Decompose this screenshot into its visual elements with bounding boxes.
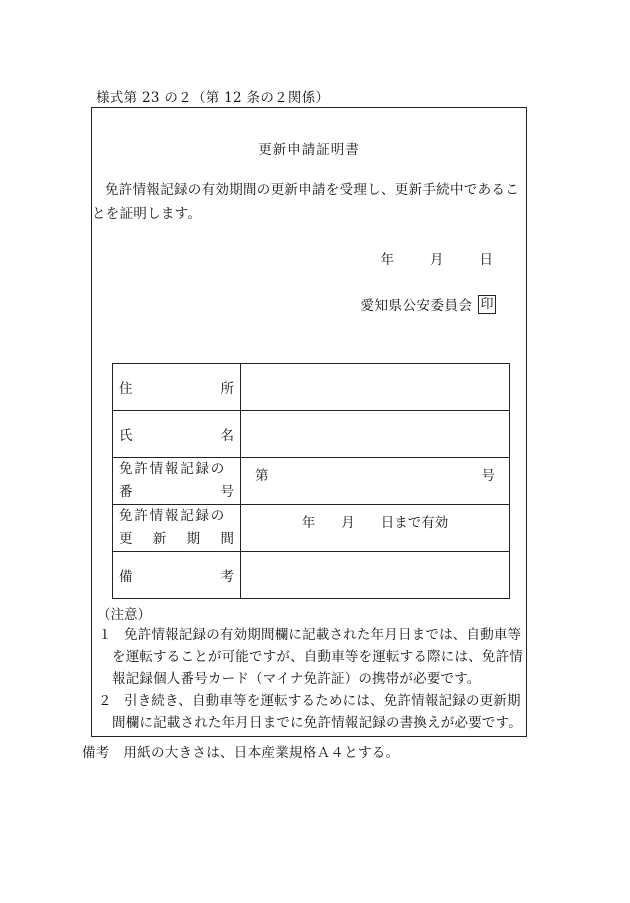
record-number-field[interactable] [241, 458, 510, 505]
remarks-label-left: 備 [119, 569, 133, 585]
note-text: 引き続き、自動車等を運転するためには、免許情報記録の更新期間欄に記載された年月日までに免許情報記録の書換えが必要です。 [112, 693, 522, 731]
paper-size-remarks: 備考 用紙の大きさは、日本産業規格Ａ４とする。 [82, 745, 400, 761]
period-label-char: 更 [119, 531, 133, 547]
name-label [113, 411, 241, 458]
name-label-right: 名 [220, 428, 234, 444]
number-suffix: 号 [481, 468, 495, 484]
record-number-label [113, 458, 241, 505]
address-label-left: 住 [119, 381, 133, 397]
notes-heading: （注意） [97, 607, 151, 623]
table-row-name [113, 411, 510, 458]
address-value-field[interactable] [241, 364, 510, 411]
note-number: ２ [98, 693, 112, 709]
renewal-period-label [113, 505, 241, 552]
note-number: １ [98, 627, 112, 643]
certification-statement: 免許情報記録の有効期間の更新申請を受理し、更新手続中であることを証明します。 [92, 182, 519, 222]
date-day-label: 日 [479, 252, 493, 268]
issuer-name: 愛知県公安委員会 [360, 298, 473, 314]
applicant-info-table [112, 363, 510, 599]
table-row-address [113, 364, 510, 411]
issuer-block [360, 294, 496, 314]
renewal-period-field[interactable] [241, 505, 510, 552]
address-label [113, 364, 241, 411]
note-item [98, 624, 526, 690]
name-label-left: 氏 [119, 428, 133, 444]
table-row-remarks [113, 552, 510, 599]
remarks-label-right: 考 [220, 569, 234, 585]
address-label-right: 所 [220, 381, 234, 397]
note-item [98, 690, 526, 734]
document-title: 更新申請証明書 [258, 142, 360, 158]
remarks-label [113, 552, 241, 599]
number-prefix: 第 [255, 468, 269, 484]
seal-stamp-box: 印 [480, 296, 494, 312]
record-number-label-right: 号 [220, 484, 234, 500]
table-row-number [113, 458, 510, 505]
certificate-frame [91, 107, 527, 737]
record-number-label-left: 番 [119, 484, 133, 500]
date-month-label: 月 [430, 252, 444, 268]
validity-year-label: 年 [301, 515, 316, 531]
record-number-label-line1: 免許情報記録の [119, 461, 227, 477]
issue-date [381, 248, 494, 268]
date-year-label: 年 [380, 252, 394, 268]
remarks-value-field[interactable] [241, 552, 510, 599]
form-number-label: 様式第 23 の２（第 12 条の２関係） [96, 90, 330, 106]
table-row-period [113, 505, 510, 552]
validity-month-label: 月 [341, 515, 355, 531]
renewal-period-label-line1: 免許情報記録の [119, 508, 227, 524]
period-label-char: 新 [152, 531, 167, 547]
validity-day-label: 日まで有効 [380, 515, 449, 531]
period-label-char: 期 [186, 531, 201, 547]
name-value-field[interactable] [241, 411, 510, 458]
note-text: 免許情報記録の有効期間欄に記載された年月日までは、自動車等を運転することが可能ですが、自動車等を運転する際には、免許情報記録個人番号カード（マイナ免許証）の携帯が必要です。 [112, 627, 523, 687]
period-label-char: 間 [220, 531, 234, 547]
